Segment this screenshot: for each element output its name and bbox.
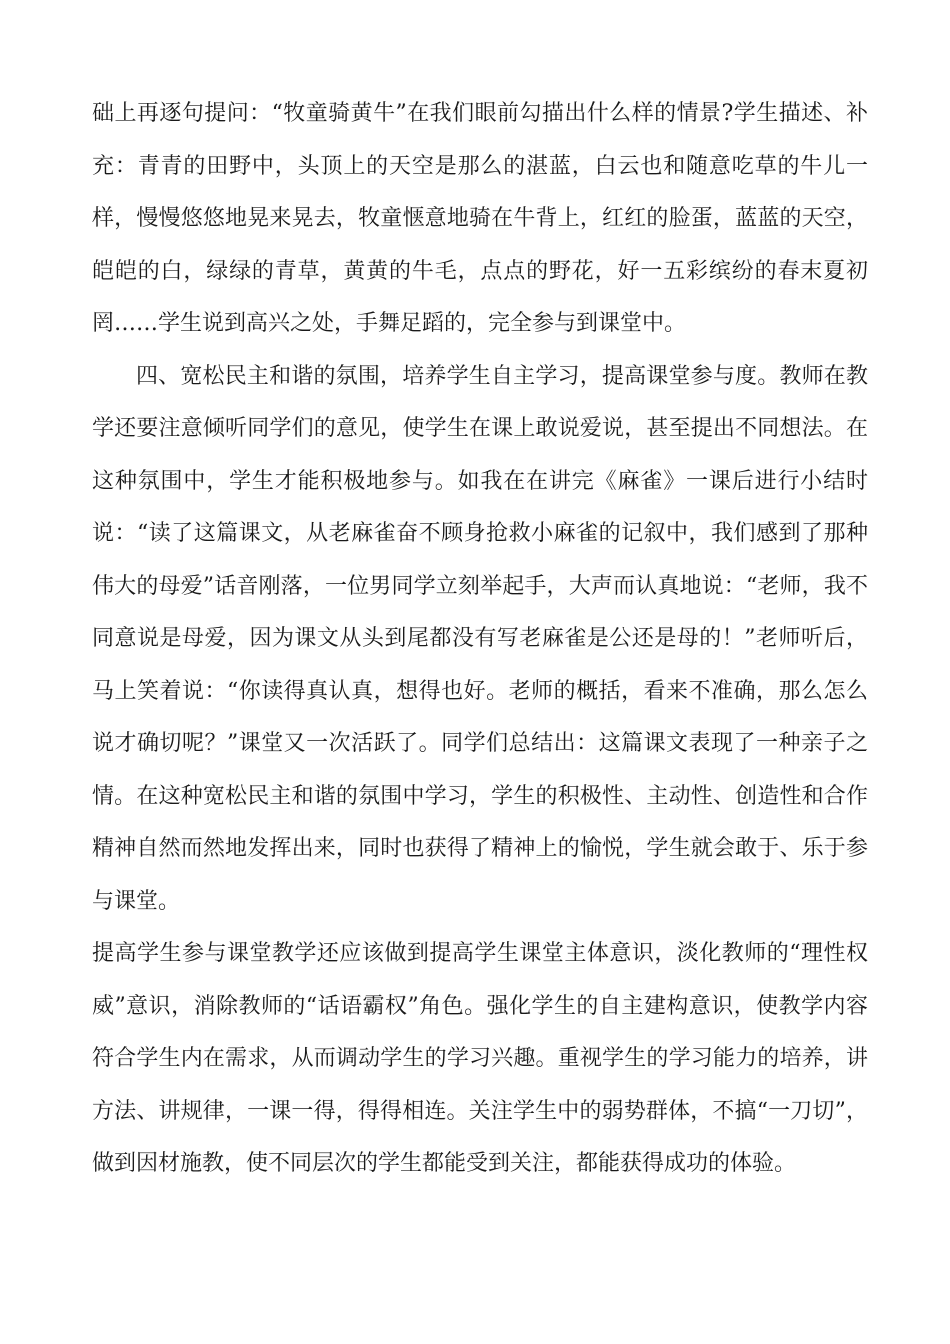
paragraph-continuation: 础上再逐句提问：“牧童骑黄牛”在我们眼前勾描出什么样的情景?学生描述、补充：青青的田野中，头顶上的天空是那么的湛蓝，白云也和随意吃草的牛儿一样，慢慢悠悠地晃来晃去，牧童惬意地骑在牛背上，红红的脸蛋，蓝蓝的天空，皑皑的白，绿绿的青草，黄黄的牛毛，点点的野花，好一五彩缤纷的春末夏初罔……学生说到高兴之处，手舞足蹈的，完全参与到课堂中。	[92, 101, 868, 336]
document-body	[92, 88, 868, 1191]
paragraph-section-four: 四、宽松民主和谐的氛围，培养学生自主学习，提高课堂参与度。教师在教学还要注意倾听同学们的意见，使学生在课上敢说爱说，甚至提出不同想法。在这种氛围中，学生才能积极地参与。如我在在讲完《麻雀》一课后进行小结时说：“读了这篇课文，从老麻雀奋不顾身抢救小麻雀的记叙中，我们感到了那种伟大的母爱”话音刚落，一位男同学立刻举起手，大声而认真地说：“老师，我不同意说是母爱，因为课文从头到尾都没有写老麻雀是公还是母的！”老师听后，马上笑着说：“你读得真认真，想得也好。老师的概括，看来不准确，那么怎么说才确切呢？”课堂又一次活跃了。同学们总结出：这篇课文表现了一种亲子之情。在这种宽松民主和谐的氛围中学习，学生的积极性、主动性、创造性和合作精神自然而然地发挥出来，同时也获得了精神上的愉悦，学生就会敢于、乐于参与课堂。	[92, 363, 868, 914]
paragraph-summary: 提高学生参与课堂教学还应该做到提高学生课堂主体意识，淡化教师的“理性权威”意识，消除教师的“话语霸权”角色。强化学生的自主建构意识，使教学内容符合学生内在需求，从而调动学生的学习兴趣。重视学生的学习能力的培养，讲方法、讲规律，一课一得，得得相连。关注学生中的弱势群体，不搞“一刀切”，做到因材施教，使不同层次的学生都能受到关注，都能获得成功的体验。	[92, 941, 868, 1176]
